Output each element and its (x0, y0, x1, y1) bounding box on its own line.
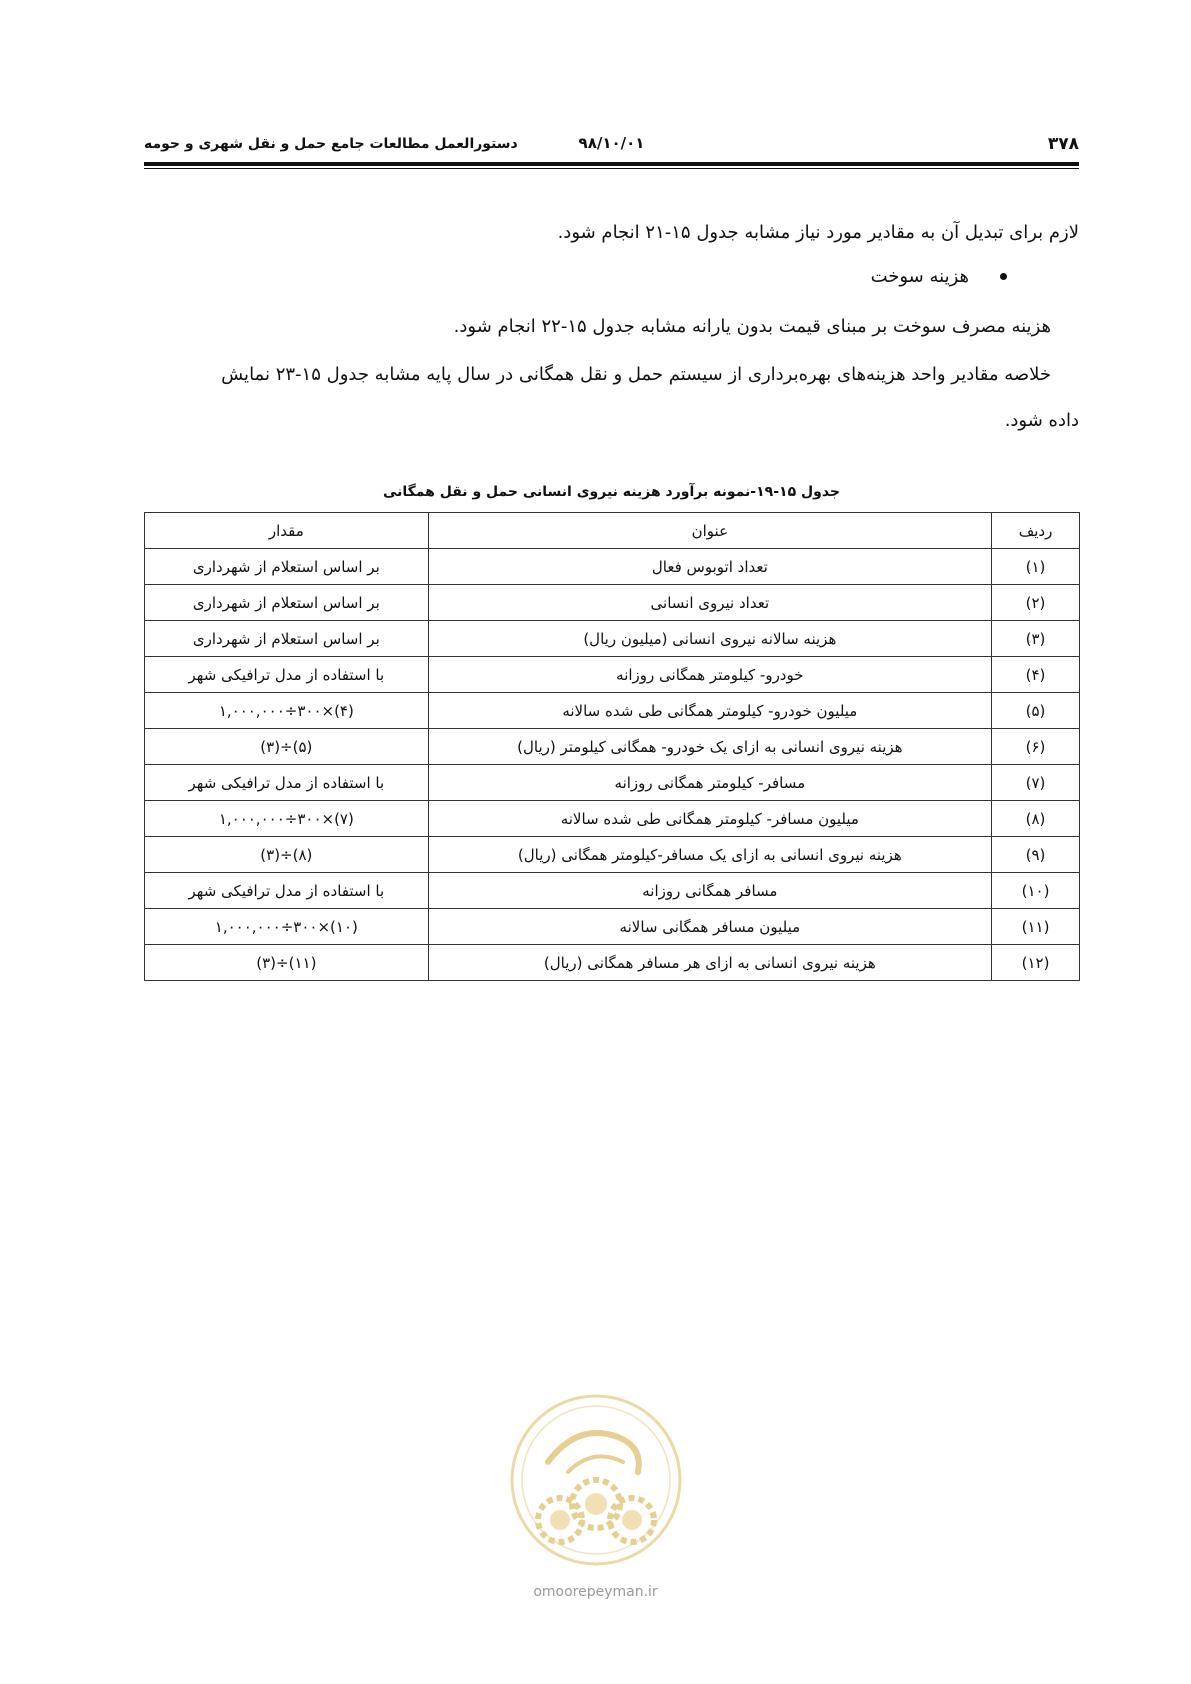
row-value: (۴)×۳۰۰÷۱,۰۰۰,۰۰۰ (145, 693, 429, 729)
row-title: هزینه سالانه نیروی انسانی (میلیون ریال) (428, 621, 991, 657)
row-value: (۱۰)×۳۰۰÷۱,۰۰۰,۰۰۰ (145, 909, 429, 945)
row-value: (۷)×۳۰۰÷۱,۰۰۰,۰۰۰ (145, 801, 429, 837)
header-date: ۹۸/۱۰/۰۱ (578, 134, 645, 152)
header-radif: ردیف (992, 513, 1080, 549)
header-rule-thin (144, 168, 1079, 169)
row-value: بر اساس استعلام از شهرداری (145, 621, 429, 657)
page-number: ۳۷۸ (1047, 134, 1079, 154)
row-value: بر اساس استعلام از شهرداری (145, 549, 429, 585)
table-row (145, 909, 1080, 945)
row-title: هزینه نیروی انسانی به ازای یک خودرو- همگانی کیلومتر (ریال) (428, 729, 991, 765)
row-number: (۲) (992, 585, 1080, 621)
paragraph-2: هزینه مصرف سوخت بر مبنای قیمت بدون یارانه مشابه جدول ۱۵-۲۲ انجام شود. (453, 316, 1051, 337)
bullet-text: هزینه سوخت (870, 266, 969, 287)
row-value: با استفاده از مدل ترافیکی شهر (145, 657, 429, 693)
table-row (145, 801, 1080, 837)
row-number: (۱۲) (992, 945, 1080, 981)
table-row (145, 945, 1080, 981)
table-header-row (145, 513, 1080, 549)
row-number: (۶) (992, 729, 1080, 765)
row-title: میلیون مسافر- کیلومتر همگانی طی شده سالانه (428, 801, 991, 837)
row-title: تعداد اتوبوس فعال (428, 549, 991, 585)
header-rule-thick (144, 162, 1079, 166)
row-number: (۵) (992, 693, 1080, 729)
bullet-item (144, 262, 1079, 292)
row-number: (۴) (992, 657, 1080, 693)
row-value: (۱۱)÷(۳) (145, 945, 429, 981)
page-header (144, 130, 1079, 160)
row-number: (۱۰) (992, 873, 1080, 909)
table-row (145, 621, 1080, 657)
bullet-dot-icon (1000, 273, 1007, 280)
row-title: هزینه نیروی انسانی به ازای یک مسافر-کیلومتر همگانی (ریال) (428, 837, 991, 873)
table-row (145, 837, 1080, 873)
row-number: (۸) (992, 801, 1080, 837)
row-value: (۵)÷(۳) (145, 729, 429, 765)
paragraph-1: لازم برای تبدیل آن به مقادیر مورد نیاز مشابه جدول ۱۵-۲۱ انجام شود. (557, 222, 1079, 243)
header-title: دستورالعمل مطالعات جامع حمل و نقل شهری و حومه (144, 136, 518, 152)
cost-table (144, 512, 1080, 981)
row-value: بر اساس استعلام از شهرداری (145, 585, 429, 621)
table-row (145, 729, 1080, 765)
row-number: (۱۱) (992, 909, 1080, 945)
paragraph-3-line-1: خلاصه مقادیر واحد هزینه‌های بهره‌برداری از سیستم حمل و نقل همگانی در سال پایه مشابه جدول ۱۵-۲۳ نمایش (221, 364, 1051, 385)
watermark-logo-icon (508, 1392, 684, 1568)
table-row (145, 657, 1080, 693)
row-title: تعداد نیروی انسانی (428, 585, 991, 621)
row-value: با استفاده از مدل ترافیکی شهر (145, 873, 429, 909)
table-caption: جدول ۱۵-۱۹-نمونه برآورد هزینه نیروی انسانی حمل و نقل همگانی (382, 484, 841, 500)
row-number: (۹) (992, 837, 1080, 873)
table-row (145, 693, 1080, 729)
row-value: (۸)÷(۳) (145, 837, 429, 873)
row-title: خودرو- کیلومتر همگانی روزانه (428, 657, 991, 693)
row-number: (۷) (992, 765, 1080, 801)
row-title: هزینه نیروی انسانی به ازای هر مسافر همگانی (ریال) (428, 945, 991, 981)
header-value: مقدار (145, 513, 429, 549)
row-title: میلیون خودرو- کیلومتر همگانی طی شده سالانه (428, 693, 991, 729)
table-row (145, 585, 1080, 621)
table-row (145, 873, 1080, 909)
table-row (145, 765, 1080, 801)
row-title: مسافر همگانی روزانه (428, 873, 991, 909)
paragraph-3-line-2: داده شود. (1004, 410, 1079, 431)
table-row (145, 549, 1080, 585)
row-number: (۱) (992, 549, 1080, 585)
row-title: میلیون مسافر همگانی سالانه (428, 909, 991, 945)
watermark-site: omoorepeyman.ir (533, 1584, 658, 1600)
row-value: با استفاده از مدل ترافیکی شهر (145, 765, 429, 801)
header-title-col: عنوان (428, 513, 991, 549)
row-number: (۳) (992, 621, 1080, 657)
row-title: مسافر- کیلومتر همگانی روزانه (428, 765, 991, 801)
